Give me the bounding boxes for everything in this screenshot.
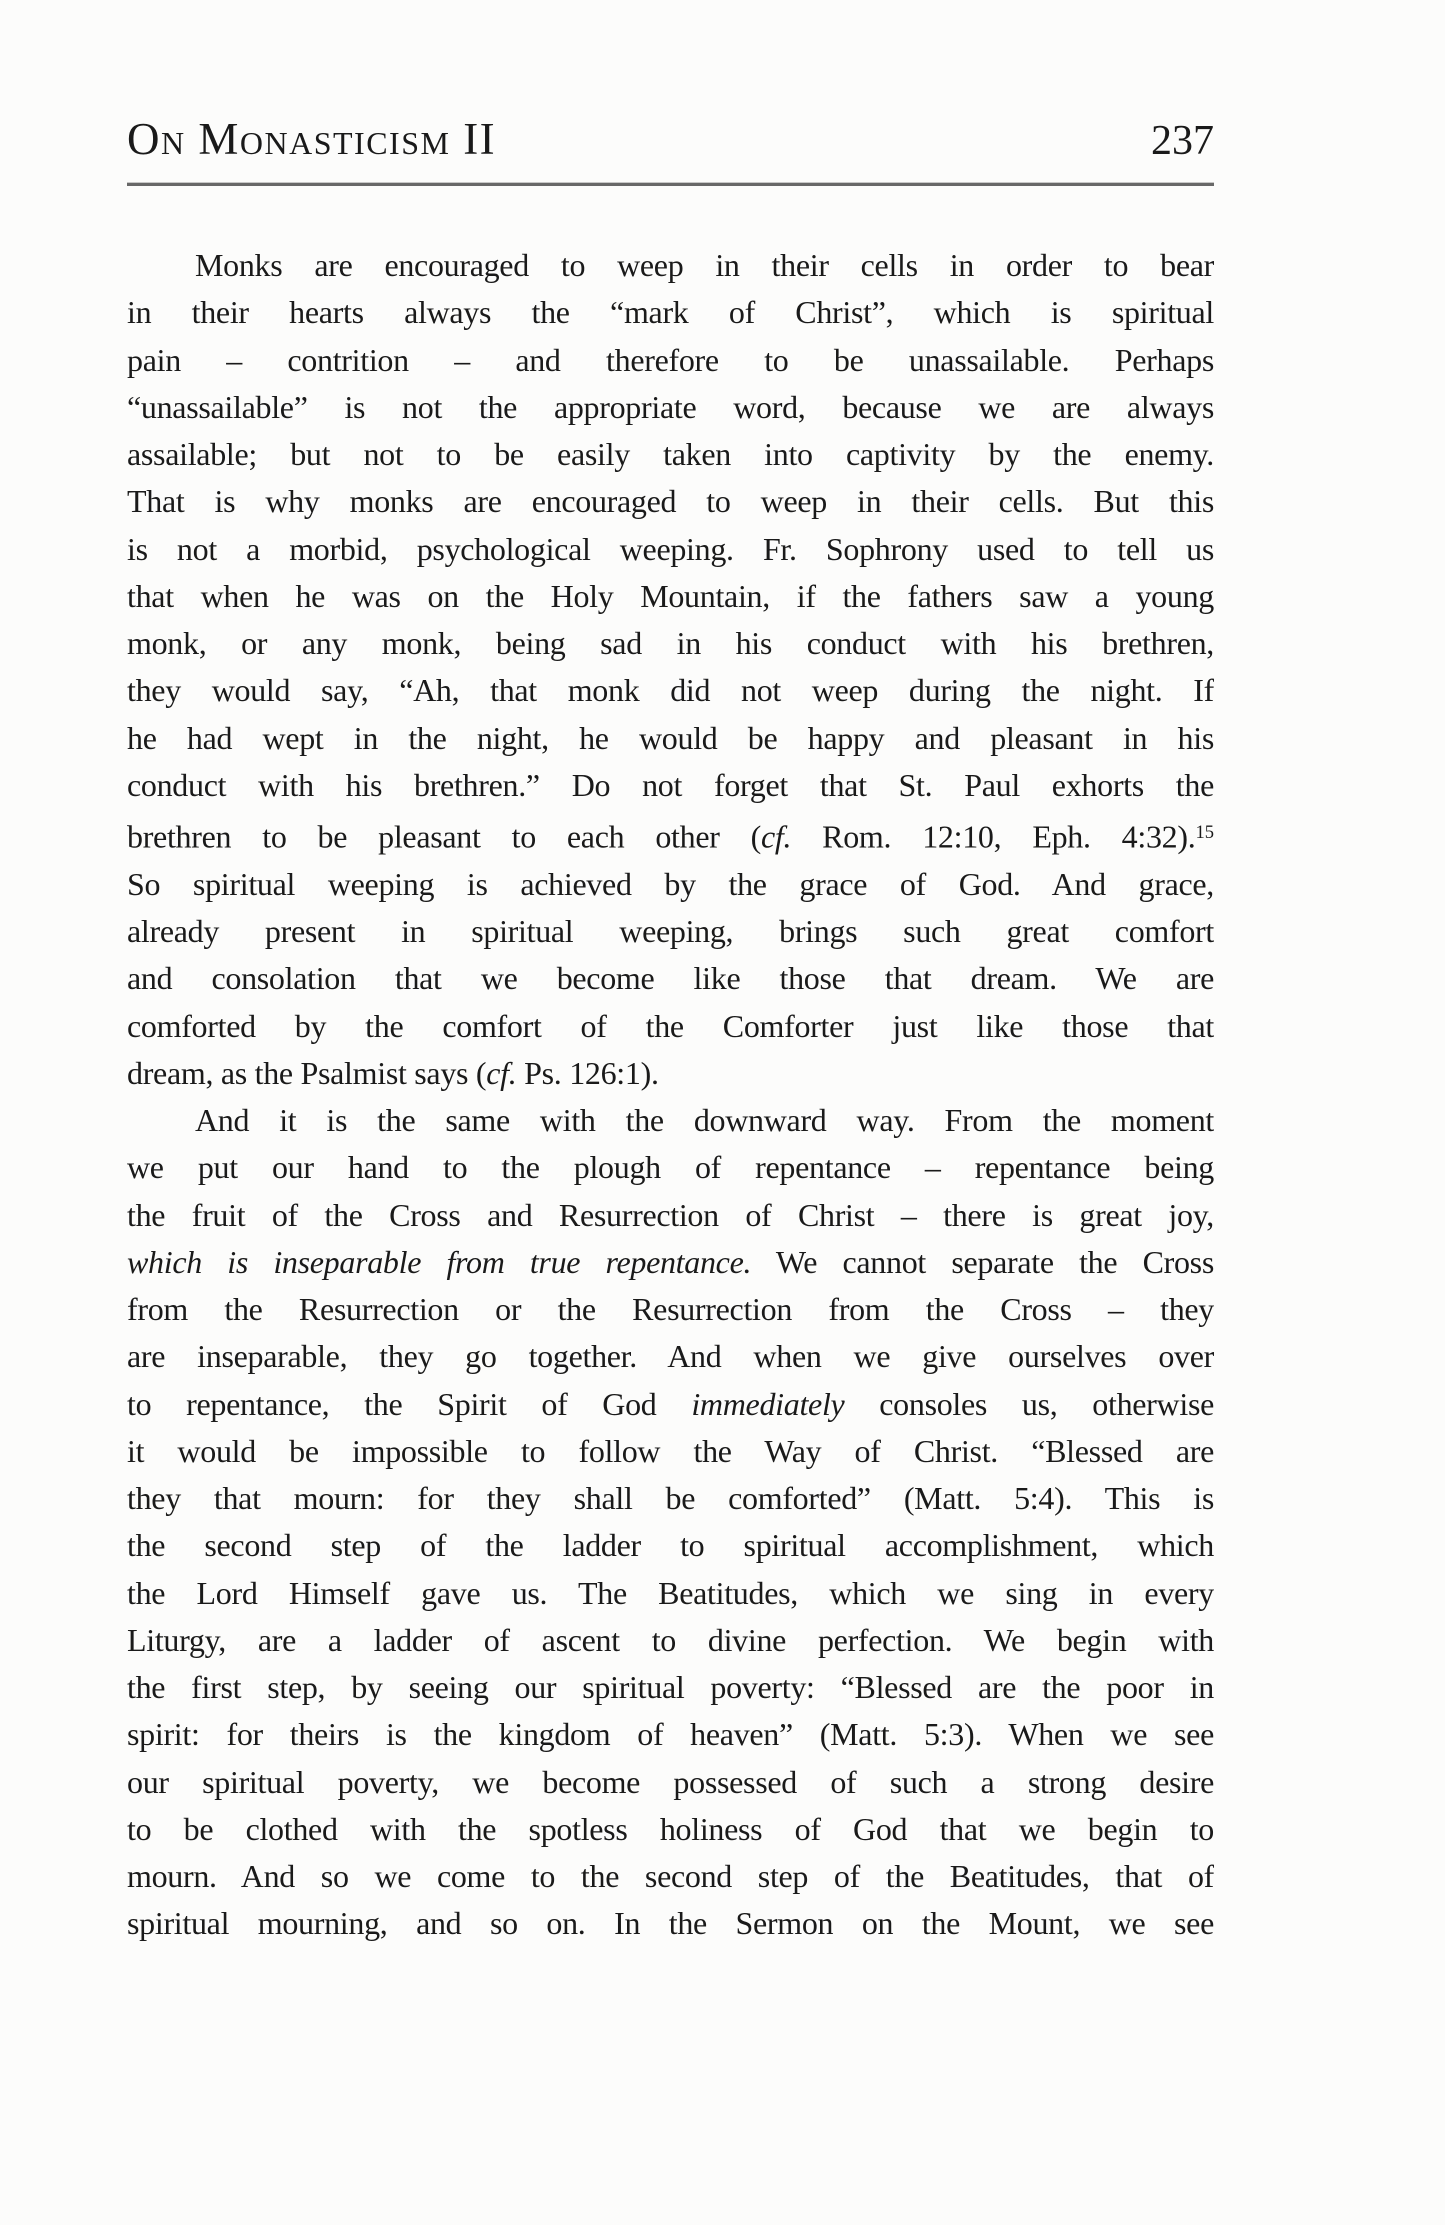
text-segment: our spiritual poverty, we become possessed of such a strong desire (127, 1763, 1214, 1800)
text-segment: it would be impossible to follow the Way of Christ. “Blessed are (127, 1432, 1214, 1469)
text-segment: conduct with his brethren.” Do not forget that St. Paul exhorts the (127, 766, 1214, 803)
text-segment: And it is the same with the downward way. From the moment (195, 1102, 1214, 1139)
text-segment: assailable; but not to be easily taken into captivity by the enemy. (127, 436, 1214, 472)
text-line (127, 1664, 1214, 1711)
text-segment: Liturgy, are a ladder of ascent to divine perfection. We begin with (127, 1621, 1214, 1658)
text-line (127, 715, 1214, 762)
text-line (127, 1853, 1214, 1900)
text-segment: Monks are encouraged to weep in their cells in order to bear (195, 247, 1214, 283)
paragraph (127, 1097, 1214, 1948)
text-segment: and consolation that we become like those that dream. We are (127, 960, 1214, 997)
text-line (127, 1617, 1214, 1664)
header-rule (127, 183, 1214, 186)
text-line (127, 762, 1214, 809)
text-line (127, 337, 1214, 384)
page-number: 237 (1151, 118, 1214, 164)
text-line (127, 1428, 1214, 1475)
text-segment: That is why monks are encouraged to weep in their cells. But this (127, 483, 1214, 520)
text-segment: dream, as the Psalmist says ( (127, 1054, 487, 1091)
text-segment: the Lord Himself gave us. The Beatitudes, which we sing in every (127, 1574, 1214, 1611)
text-line (127, 1286, 1214, 1333)
text-segment: consoles us, otherwise (844, 1385, 1214, 1422)
text-segment: spiritual mourning, and so on. In the Sermon on the Mount, we see (127, 1905, 1214, 1942)
text-segment: to repentance, the Spirit of God (127, 1385, 692, 1422)
text-line (127, 242, 1214, 289)
text-line (127, 809, 1214, 861)
text-segment: comforted by the comfort of the Comforter just like those that (127, 1007, 1214, 1044)
italic-text: immediately (691, 1385, 845, 1422)
text-segment: is not a morbid, psychological weeping. Fr. Sophrony used to tell us (127, 530, 1214, 567)
text-line (127, 1381, 1214, 1428)
text-line (127, 667, 1214, 714)
text-segment: are inseparable, they go together. And when we give ourselves over (127, 1338, 1214, 1375)
text-line (127, 1522, 1214, 1569)
text-segment: already present in spiritual weeping, brings such great comfort (127, 913, 1214, 950)
text-segment: spirit: for theirs is the kingdom of heaven” (Matt. 5:3). When we see (127, 1716, 1214, 1753)
italic-text: cf. (486, 1054, 517, 1091)
page-header (127, 116, 1214, 164)
text-segment: the second step of the ladder to spiritual accomplishment, which (127, 1527, 1214, 1564)
text-line (127, 526, 1214, 573)
text-segment: from the Resurrection or the Resurrection from the Cross – they (127, 1291, 1214, 1328)
text-line (127, 1333, 1214, 1380)
text-line (127, 1192, 1214, 1239)
text-line (127, 1806, 1214, 1853)
text-segment: mourn. And so we come to the second step of the Beatitudes, that of (127, 1858, 1214, 1895)
text-line (127, 1097, 1214, 1144)
text-line (127, 620, 1214, 667)
text-segment: to be clothed with the spotless holiness of God that we begin to (127, 1810, 1214, 1847)
text-line (127, 908, 1214, 955)
text-segment: We cannot separate the Cross (751, 1243, 1214, 1280)
text-segment: Ps. 126:1). (516, 1054, 659, 1091)
text-segment: in their hearts always the “mark of Christ”, which is spiritual (127, 294, 1214, 331)
text-segment: “unassailable” is not the appropriate word, because we are always (127, 388, 1214, 425)
body-text (127, 242, 1214, 1948)
text-line (127, 573, 1214, 620)
text-line (127, 431, 1214, 478)
italic-text: which is inseparable from true repentance. (127, 1243, 752, 1280)
text-line (127, 1570, 1214, 1617)
text-line (127, 478, 1214, 525)
text-line (127, 384, 1214, 431)
text-segment: the fruit of the Cross and Resurrection of Christ – there is great joy, (127, 1196, 1214, 1233)
italic-text: cf. (760, 818, 792, 855)
text-line (127, 1711, 1214, 1758)
running-title: On Monasticism II (127, 114, 497, 164)
text-line (127, 1003, 1214, 1050)
text-line (127, 955, 1214, 1002)
text-segment: So spiritual weeping is achieved by the grace of God. And grace, (127, 865, 1214, 902)
text-line (127, 861, 1214, 908)
text-segment: they that mourn: for they shall be comforted” (Matt. 5:4). This is (127, 1480, 1214, 1517)
text-line (127, 1900, 1214, 1947)
text-line (127, 1144, 1214, 1191)
text-segment: he had wept in the night, he would be happy and pleasant in his (127, 719, 1214, 756)
text-line (127, 1475, 1214, 1522)
text-segment: they would say, “Ah, that monk did not weep during the night. If (127, 672, 1214, 709)
text-segment: monk, or any monk, being sad in his conduct with his brethren, (127, 625, 1214, 661)
text-segment: that when he was on the Holy Mountain, if the fathers saw a young (127, 577, 1214, 614)
text-segment: we put our hand to the plough of repentance – repentance being (127, 1149, 1214, 1186)
text-segment: the first step, by seeing our spiritual poverty: “Blessed are the poor in (127, 1669, 1214, 1706)
text-segment: pain – contrition – and therefore to be unassailable. Perhaps (127, 341, 1214, 378)
footnote-reference: 15 (1195, 822, 1214, 843)
text-line (127, 1239, 1214, 1286)
text-segment: brethren to be pleasant to each other ( (127, 818, 761, 855)
text-line (127, 1759, 1214, 1806)
paragraph (127, 242, 1214, 1097)
text-segment: Rom. 12:10, Eph. 4:32). (791, 818, 1196, 855)
text-line (127, 1050, 1214, 1097)
text-line (127, 289, 1214, 336)
